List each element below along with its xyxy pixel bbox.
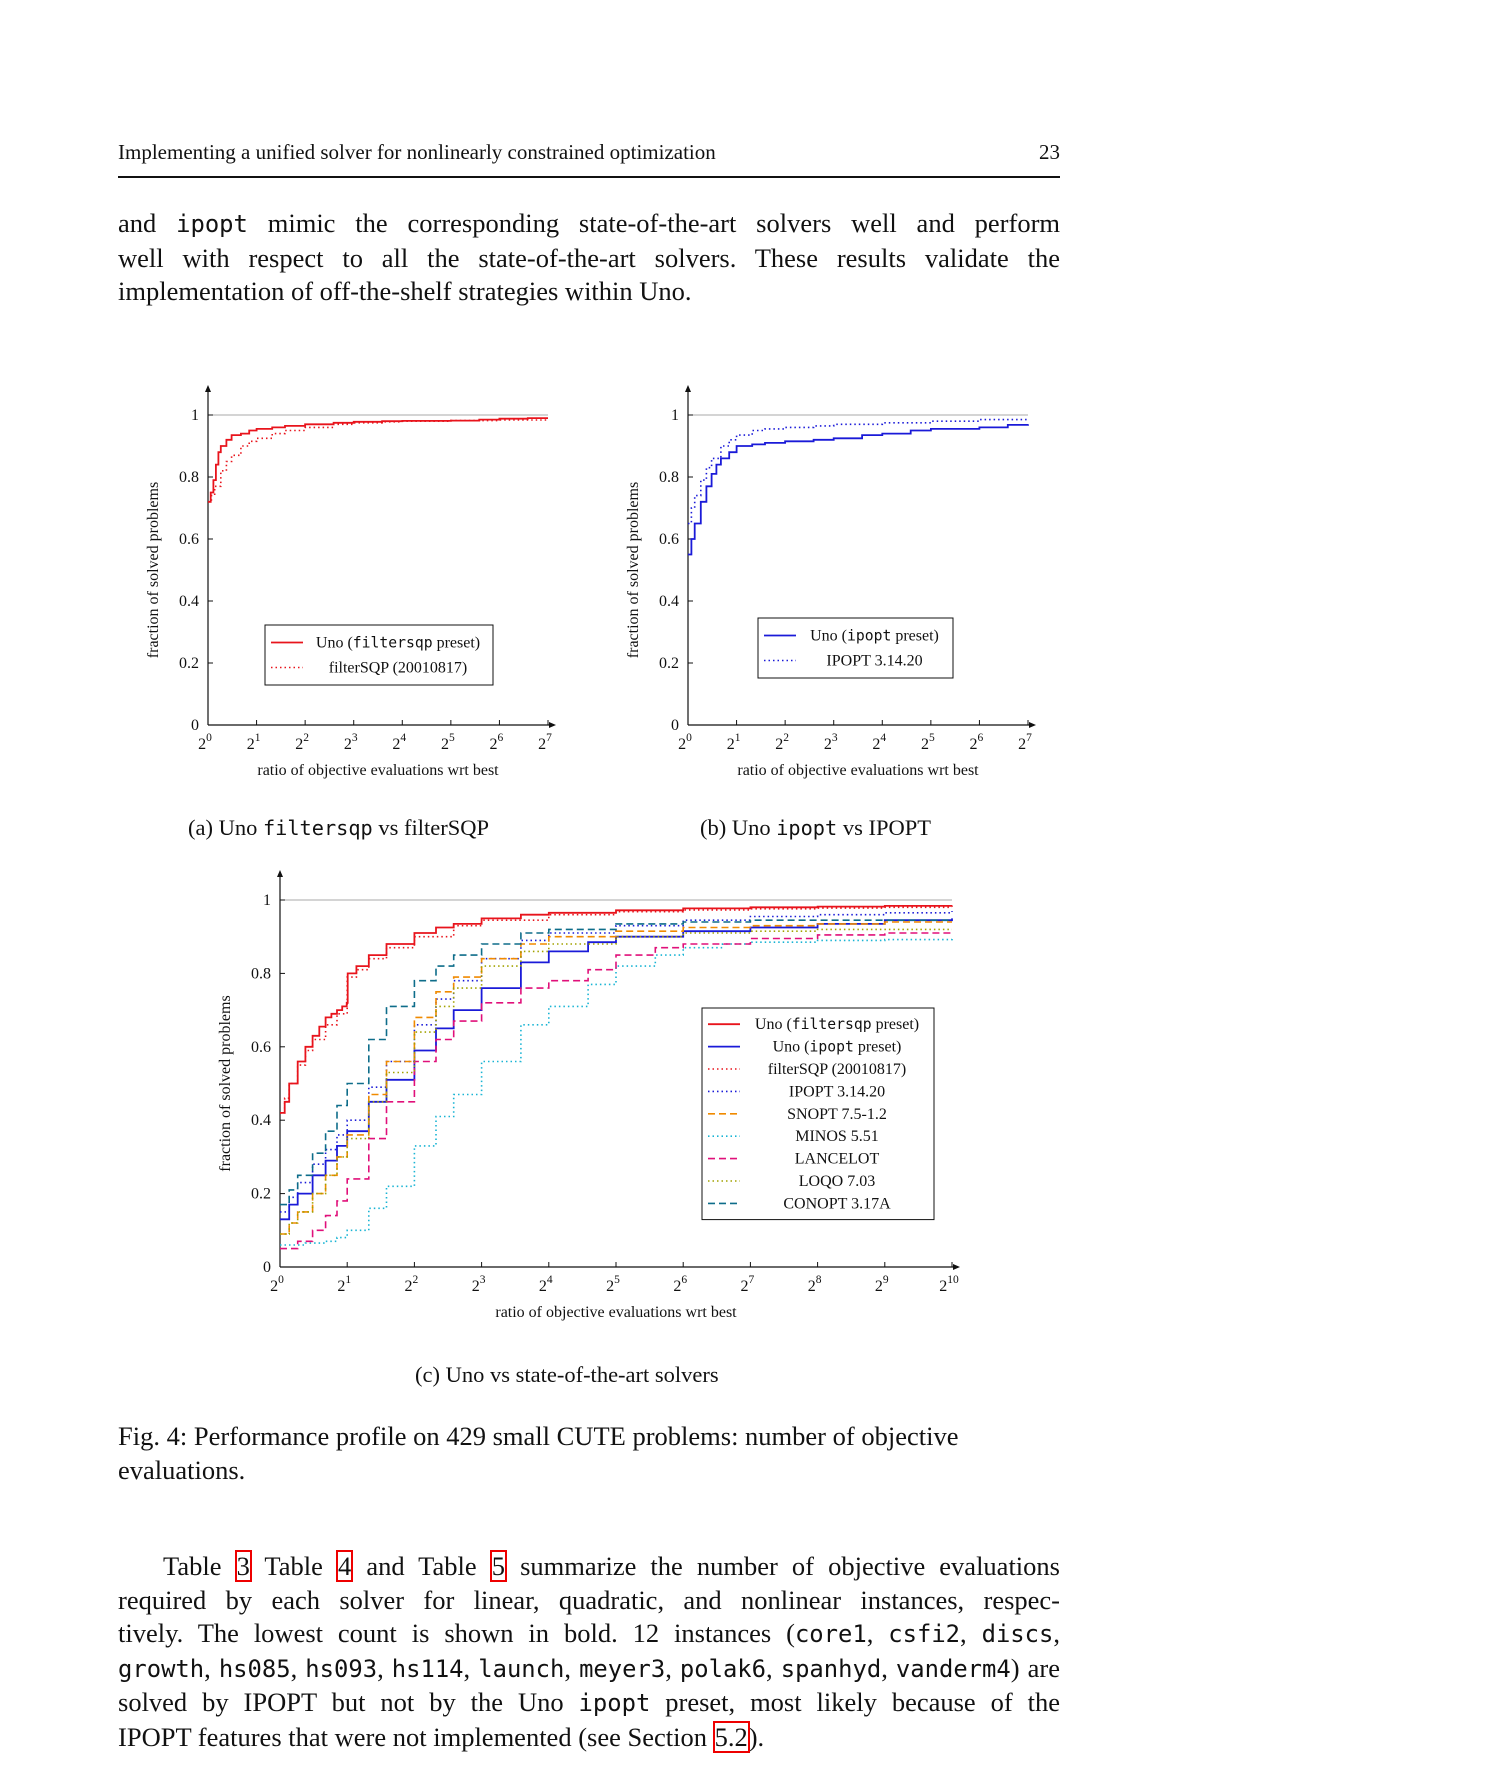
body-line-5: solved by IPOPT but not by the Uno ipopt preset, most likely because of the bbox=[118, 1687, 1060, 1717]
y-tick-label: 0.2 bbox=[251, 1185, 271, 1203]
running-head bbox=[118, 140, 1060, 165]
body-line-1: Table 3 Table 4 and Table 5 summarize the number of objective evaluations bbox=[163, 1551, 1060, 1581]
x-tick-label: $2^1$ bbox=[337, 1274, 352, 1295]
legend-entry: MINOS 5.51 bbox=[795, 1128, 879, 1146]
x-tick-label: $2^{10}$ bbox=[939, 1274, 959, 1295]
x-tick-label: $2^0$ bbox=[678, 732, 692, 753]
chart-panel-b bbox=[600, 370, 1050, 780]
series-line bbox=[688, 418, 1028, 523]
x-axis-arrow bbox=[953, 1264, 960, 1270]
legend-entry: filterSQP (20010817) bbox=[767, 1061, 907, 1078]
intro-line-3: implementation of off-the-shelf strategies within Uno. bbox=[118, 276, 692, 306]
y-tick-label: 0.6 bbox=[179, 531, 199, 548]
x-axis-label: ratio of objective evaluations wrt best bbox=[257, 762, 499, 779]
body-line-3: tively. The lowest count is shown in bold. 12 instances (core1, csfi2, discs, bbox=[118, 1618, 1060, 1648]
y-tick-label: 0.4 bbox=[179, 593, 199, 610]
x-tick-label: $2^0$ bbox=[270, 1274, 284, 1295]
y-tick-label: 1 bbox=[671, 407, 679, 424]
x-tick-label: $2^2$ bbox=[404, 1274, 419, 1295]
section-5-2-link[interactable]: 5.2 bbox=[714, 1721, 748, 1752]
x-tick-label: $2^8$ bbox=[807, 1274, 822, 1295]
legend-entry: IPOPT 3.14.20 bbox=[826, 652, 923, 670]
x-tick-label: $2^7$ bbox=[740, 1274, 755, 1295]
x-tick-label: $2^6$ bbox=[969, 732, 984, 753]
y-tick-label: 0.8 bbox=[251, 965, 271, 983]
y-tick-label: 1 bbox=[263, 892, 271, 909]
x-tick-label: $2^3$ bbox=[471, 1274, 486, 1295]
x-tick-label: $2^3$ bbox=[823, 732, 838, 753]
y-axis-label: fraction of solved problems bbox=[145, 481, 162, 659]
x-tick-label: $2^1$ bbox=[246, 732, 261, 753]
y-tick-label: 0 bbox=[671, 717, 679, 734]
chart-panel-c bbox=[190, 860, 970, 1330]
legend-entry: SNOPT 7.5-1.2 bbox=[787, 1105, 887, 1123]
y-axis-arrow bbox=[277, 870, 283, 877]
y-tick-label: 0 bbox=[263, 1259, 271, 1276]
x-axis-label: ratio of objective evaluations wrt best bbox=[737, 762, 979, 779]
legend-entry: Uno (filtersqp preset) bbox=[315, 634, 481, 652]
x-axis-label: ratio of objective evaluations wrt best bbox=[495, 1304, 737, 1321]
y-tick-label: 0.2 bbox=[659, 655, 679, 672]
x-tick-label: $2^9$ bbox=[874, 1274, 889, 1295]
x-tick-label: $2^7$ bbox=[1018, 732, 1032, 753]
x-tick-label: $2^7$ bbox=[538, 732, 552, 753]
x-tick-label: $2^5$ bbox=[606, 1274, 620, 1295]
series-line bbox=[208, 418, 548, 502]
body-paragraph bbox=[118, 1550, 1060, 1754]
y-tick-label: 0.4 bbox=[251, 1112, 271, 1130]
legend-entry: Uno (ipopt preset) bbox=[810, 627, 939, 645]
body-line-2: required by each solver for linear, quadratic, and nonlinear instances, respec- bbox=[118, 1584, 1060, 1615]
y-tick-label: 0 bbox=[191, 717, 199, 734]
y-tick-label: 0.2 bbox=[179, 655, 199, 672]
running-title: Implementing a unified solver for nonlinearly constrained optimization bbox=[118, 140, 716, 164]
x-tick-label: $2^1$ bbox=[726, 732, 741, 753]
intro-line-1: and ipopt mimic the corresponding state-of-the-art solvers well and perform bbox=[118, 208, 1061, 238]
x-tick-label: $2^5$ bbox=[440, 732, 455, 753]
y-tick-label: 0.8 bbox=[659, 469, 679, 486]
body-line-6: IPOPT features that were not implemented (see Section 5.2). bbox=[118, 1721, 765, 1752]
intro-paragraph bbox=[118, 207, 1060, 309]
table-4-link[interactable]: 4 bbox=[337, 1551, 352, 1581]
x-axis-arrow bbox=[1029, 722, 1036, 728]
legend-entry: Uno (filtersqp preset) bbox=[754, 1016, 920, 1034]
y-tick-label: 0.6 bbox=[251, 1038, 271, 1056]
subcaption-a: (a) Uno filtersqp vs filterSQP bbox=[188, 815, 489, 840]
legend-entry: IPOPT 3.14.20 bbox=[788, 1083, 886, 1101]
x-tick-label: $2^3$ bbox=[343, 732, 358, 753]
y-tick-label: 0.4 bbox=[659, 593, 679, 610]
series-line bbox=[688, 424, 1028, 554]
legend-entry: LANCELOT bbox=[794, 1150, 880, 1168]
series-line bbox=[208, 420, 548, 502]
legend-entry: LOQO 7.03 bbox=[798, 1173, 876, 1190]
x-tick-label: $2^5$ bbox=[920, 732, 935, 753]
legend-entry: CONOPT 3.17A bbox=[783, 1195, 891, 1213]
x-tick-label: $2^2$ bbox=[295, 732, 310, 753]
y-axis-arrow bbox=[205, 385, 211, 392]
y-axis-label: fraction of solved problems bbox=[625, 481, 642, 659]
table-3-link[interactable]: 3 bbox=[236, 1551, 250, 1581]
y-axis-arrow bbox=[685, 385, 691, 392]
y-tick-label: 0.8 bbox=[179, 469, 199, 486]
chart-panel-a bbox=[120, 370, 570, 780]
table-5-link[interactable]: 5 bbox=[491, 1551, 505, 1581]
subcaption-b: (b) Uno ipopt vs IPOPT bbox=[700, 815, 931, 840]
x-axis-arrow bbox=[549, 722, 556, 728]
x-tick-label: $2^4$ bbox=[538, 1274, 553, 1295]
x-tick-label: $2^2$ bbox=[775, 732, 790, 753]
y-tick-label: 1 bbox=[191, 407, 199, 424]
page-number: 23 bbox=[1039, 140, 1060, 164]
legend-entry: Uno (ipopt preset) bbox=[772, 1038, 902, 1056]
x-tick-label: $2^4$ bbox=[872, 732, 887, 753]
legend-entry: filterSQP (20010817) bbox=[328, 659, 468, 677]
intro-line-2: well with respect to all the state-of-the-art solvers. These results validate the bbox=[118, 242, 1060, 273]
y-tick-label: 0.6 bbox=[659, 531, 679, 548]
subcaption-c: (c) Uno vs state-of-the-art solvers bbox=[415, 1362, 719, 1387]
code-ipopt: ipopt bbox=[176, 210, 248, 238]
y-axis-label: fraction of solved problems bbox=[217, 995, 234, 1172]
x-tick-label: $2^6$ bbox=[673, 1274, 688, 1295]
x-tick-label: $2^6$ bbox=[489, 732, 504, 753]
x-tick-label: $2^0$ bbox=[198, 732, 212, 753]
header-rule bbox=[118, 176, 1060, 178]
figure-caption: Fig. 4: Performance profile on 429 small CUTE problems: number of objective evaluations. bbox=[118, 1421, 959, 1485]
body-line-4: growth, hs085, hs093, hs114, launch, meyer3, polak6, spanhyd, vanderm4) are bbox=[118, 1652, 1060, 1683]
x-tick-label: $2^4$ bbox=[392, 732, 407, 753]
